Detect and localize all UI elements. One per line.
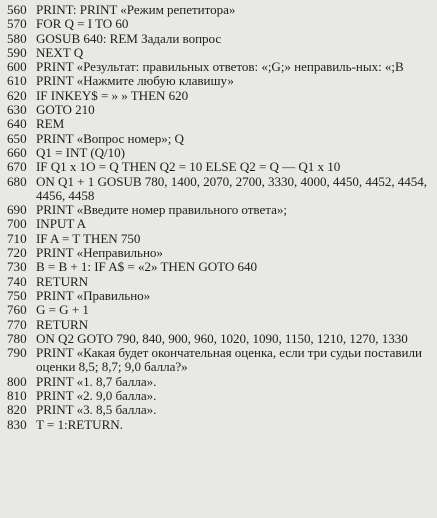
line-number: 710	[7, 230, 27, 246]
basic-program-listing	[7, 3, 433, 432]
line-number: 820	[7, 402, 27, 418]
code-text: PRINT «Нажмите любую клавишу»	[36, 73, 234, 89]
code-line	[7, 389, 433, 403]
code-text: GOTO 210	[36, 102, 95, 118]
line-number: 640	[7, 116, 27, 132]
code-line	[7, 74, 433, 88]
code-line	[7, 217, 433, 231]
code-line	[7, 246, 433, 260]
line-number: 830	[7, 416, 27, 432]
code-text: PRINT «2. 9,0 балла».	[36, 388, 157, 404]
line-number: 620	[7, 87, 27, 103]
code-text: IF Q1 x 1O = Q THEN Q2 = 10 ELSE Q2 = Q — Q1 x 10	[36, 159, 341, 175]
code-line	[7, 260, 433, 274]
code-text: IF A = T THEN 750	[36, 230, 141, 246]
code-text: PRINT «1. 8,7 балла».	[36, 373, 157, 389]
code-text: REM	[36, 116, 65, 132]
code-text: FOR Q = I TO 60	[36, 16, 129, 32]
line-number: 690	[7, 202, 27, 218]
line-number: 740	[7, 273, 27, 289]
code-line	[7, 89, 433, 103]
code-text: PRINT «Правильно»	[36, 287, 151, 303]
code-line	[7, 346, 433, 375]
line-number: 700	[7, 216, 27, 232]
code-line	[7, 3, 433, 17]
code-text: B = B + 1: IF A$ = «2» THEN GOTO 640	[36, 259, 258, 275]
code-line	[7, 318, 433, 332]
code-line	[7, 175, 433, 204]
line-number: 780	[7, 330, 27, 346]
line-number: 730	[7, 259, 27, 275]
line-number: 790	[7, 345, 27, 361]
code-text: RETURN	[36, 273, 89, 289]
line-number: 610	[7, 73, 27, 89]
code-line	[7, 203, 433, 217]
code-line	[7, 275, 433, 289]
code-line	[7, 60, 433, 74]
line-number: 660	[7, 144, 27, 160]
code-text: ON Q2 GOTO 790, 840, 900, 960, 1020, 1090, 1150, 1210, 1270, 1330	[36, 330, 408, 346]
code-text: INPUT A	[36, 216, 86, 232]
line-number: 720	[7, 245, 27, 261]
code-text: G = G + 1	[36, 302, 89, 318]
code-text: PRINT: PRINT «Режим репетитора»	[36, 2, 236, 17]
code-text: PRINT «Результат: правильных ответов: «;G;» неправиль-ных: «;B	[36, 59, 404, 75]
code-text: PRINT «Вопрос номер»; Q	[36, 130, 184, 146]
code-line	[7, 160, 433, 174]
line-number: 560	[7, 2, 27, 17]
line-number: 630	[7, 102, 27, 118]
line-number: 770	[7, 316, 27, 332]
code-text: PRINT «Какая будет окончательная оценка, если три судьи поставили оценки 8,5; 8,7; 9,0 балла?»	[36, 345, 422, 375]
code-line	[7, 375, 433, 389]
code-line	[7, 232, 433, 246]
code-line	[7, 146, 433, 160]
code-line	[7, 46, 433, 60]
code-line	[7, 332, 433, 346]
code-text: Q1 = INT (Q/10)	[36, 144, 125, 160]
code-line	[7, 17, 433, 31]
code-text: GOSUB 640: REM Задали вопрос	[36, 30, 222, 46]
line-number: 760	[7, 302, 27, 318]
code-text: T = 1:RETURN.	[36, 416, 123, 432]
line-number: 810	[7, 388, 27, 404]
code-text: PRINT «Введите номер правильного ответа»;	[36, 202, 287, 218]
line-number: 680	[7, 173, 27, 189]
line-number: 670	[7, 159, 27, 175]
code-text: PRINT «3. 8,5 балла».	[36, 402, 157, 418]
code-line	[7, 303, 433, 317]
code-line	[7, 132, 433, 146]
line-number: 650	[7, 130, 27, 146]
code-line	[7, 289, 433, 303]
line-number: 570	[7, 16, 27, 32]
line-number: 750	[7, 287, 27, 303]
code-text: ON Q1 + 1 GOSUB 780, 1400, 2070, 2700, 3330, 4000, 4450, 4452, 4454, 4456, 4458	[36, 173, 427, 203]
code-text: PRINT «Неправильно»	[36, 245, 163, 261]
code-text: IF INKEY$ = » » THEN 620	[36, 87, 189, 103]
line-number: 800	[7, 373, 27, 389]
code-line	[7, 117, 433, 131]
code-line	[7, 403, 433, 417]
line-number: 590	[7, 44, 27, 60]
code-text: NEXT Q	[36, 44, 84, 60]
line-number: 600	[7, 59, 27, 75]
code-text: RETURN	[36, 316, 89, 332]
code-line	[7, 32, 433, 46]
code-line	[7, 418, 433, 432]
line-number: 580	[7, 30, 27, 46]
code-line	[7, 103, 433, 117]
